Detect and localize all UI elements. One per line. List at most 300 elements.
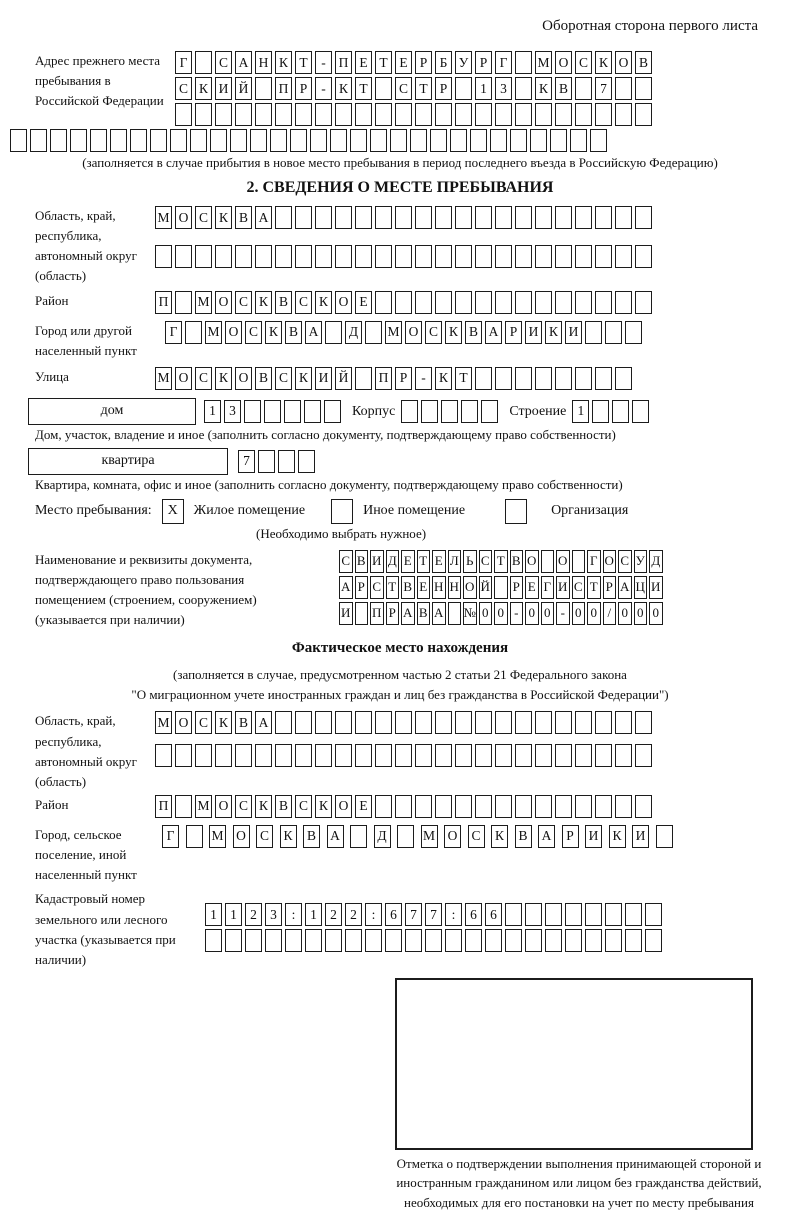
char-box[interactable]: 1 bbox=[225, 903, 242, 926]
char-box[interactable] bbox=[258, 450, 275, 473]
char-box[interactable] bbox=[215, 245, 232, 268]
char-box[interactable] bbox=[575, 77, 592, 100]
char-box[interactable] bbox=[415, 291, 432, 314]
char-box[interactable]: С bbox=[618, 550, 632, 573]
char-box[interactable]: Т bbox=[587, 576, 601, 599]
char-box[interactable] bbox=[495, 795, 512, 818]
char-box[interactable] bbox=[325, 321, 342, 344]
char-box[interactable] bbox=[430, 129, 447, 152]
char-box[interactable] bbox=[605, 903, 622, 926]
char-box[interactable] bbox=[415, 711, 432, 734]
char-box[interactable] bbox=[110, 129, 127, 152]
char-box[interactable] bbox=[375, 206, 392, 229]
char-box[interactable] bbox=[210, 129, 227, 152]
char-box[interactable]: В bbox=[303, 825, 320, 848]
char-box[interactable]: Е bbox=[417, 576, 431, 599]
char-box[interactable]: 7 bbox=[425, 903, 442, 926]
char-box[interactable]: О bbox=[444, 825, 461, 848]
char-box[interactable]: М bbox=[155, 367, 172, 390]
char-box[interactable]: С bbox=[256, 825, 273, 848]
char-box[interactable]: К bbox=[609, 825, 626, 848]
char-box[interactable] bbox=[375, 744, 392, 767]
char-box[interactable] bbox=[635, 795, 652, 818]
char-box[interactable]: Р bbox=[475, 51, 492, 74]
char-box[interactable] bbox=[90, 129, 107, 152]
char-box[interactable]: В bbox=[235, 711, 252, 734]
char-box[interactable] bbox=[575, 795, 592, 818]
char-box[interactable]: Д bbox=[649, 550, 663, 573]
char-box[interactable] bbox=[295, 245, 312, 268]
char-box[interactable] bbox=[635, 744, 652, 767]
char-box[interactable]: О bbox=[215, 795, 232, 818]
char-box[interactable] bbox=[495, 744, 512, 767]
char-box[interactable] bbox=[335, 245, 352, 268]
char-box[interactable]: А bbox=[618, 576, 632, 599]
char-box[interactable] bbox=[315, 206, 332, 229]
char-box[interactable] bbox=[450, 129, 467, 152]
char-box[interactable] bbox=[515, 291, 532, 314]
char-box[interactable] bbox=[415, 795, 432, 818]
char-box[interactable] bbox=[545, 929, 562, 952]
char-box[interactable] bbox=[298, 450, 315, 473]
char-box[interactable]: И bbox=[649, 576, 663, 599]
char-box[interactable] bbox=[555, 103, 572, 126]
char-box[interactable] bbox=[170, 129, 187, 152]
char-box[interactable] bbox=[401, 400, 418, 423]
char-box[interactable]: Г bbox=[541, 576, 555, 599]
char-box[interactable]: О bbox=[175, 367, 192, 390]
char-box[interactable] bbox=[355, 367, 372, 390]
char-box[interactable] bbox=[175, 103, 192, 126]
char-box[interactable] bbox=[375, 77, 392, 100]
char-box[interactable] bbox=[595, 245, 612, 268]
char-box[interactable]: Й bbox=[235, 77, 252, 100]
char-box[interactable]: А bbox=[305, 321, 322, 344]
char-box[interactable]: 0 bbox=[479, 602, 493, 625]
char-box[interactable] bbox=[475, 245, 492, 268]
char-box[interactable]: С bbox=[215, 51, 232, 74]
char-box[interactable] bbox=[155, 744, 172, 767]
char-box[interactable]: 2 bbox=[325, 903, 342, 926]
char-box[interactable]: Й bbox=[479, 576, 493, 599]
char-box[interactable] bbox=[304, 400, 321, 423]
char-box[interactable]: С bbox=[235, 291, 252, 314]
char-box[interactable] bbox=[375, 711, 392, 734]
char-box[interactable] bbox=[295, 711, 312, 734]
char-box[interactable]: А bbox=[255, 711, 272, 734]
char-box[interactable]: К bbox=[491, 825, 508, 848]
char-box[interactable] bbox=[355, 602, 369, 625]
char-box[interactable] bbox=[410, 129, 427, 152]
char-box[interactable] bbox=[575, 744, 592, 767]
char-box[interactable] bbox=[375, 291, 392, 314]
char-box[interactable]: Р bbox=[435, 77, 452, 100]
char-box[interactable] bbox=[395, 744, 412, 767]
char-box[interactable] bbox=[625, 929, 642, 952]
char-box[interactable]: К bbox=[335, 77, 352, 100]
char-box[interactable] bbox=[330, 129, 347, 152]
char-box[interactable] bbox=[275, 103, 292, 126]
char-box[interactable] bbox=[592, 400, 609, 423]
char-box[interactable] bbox=[448, 602, 462, 625]
char-box[interactable] bbox=[315, 103, 332, 126]
char-box[interactable] bbox=[355, 711, 372, 734]
char-box[interactable] bbox=[415, 744, 432, 767]
char-box[interactable]: С bbox=[395, 77, 412, 100]
char-box[interactable] bbox=[535, 744, 552, 767]
char-box[interactable] bbox=[415, 245, 432, 268]
char-box[interactable] bbox=[585, 321, 602, 344]
char-box[interactable] bbox=[515, 51, 532, 74]
char-box[interactable]: Т bbox=[417, 550, 431, 573]
char-box[interactable] bbox=[435, 206, 452, 229]
char-box[interactable]: К bbox=[535, 77, 552, 100]
char-box[interactable]: С bbox=[572, 576, 586, 599]
char-box[interactable] bbox=[315, 245, 332, 268]
char-box[interactable]: О bbox=[525, 550, 539, 573]
char-box[interactable]: К bbox=[275, 51, 292, 74]
char-box[interactable] bbox=[350, 129, 367, 152]
char-box[interactable]: Е bbox=[525, 576, 539, 599]
char-box[interactable] bbox=[455, 245, 472, 268]
char-box[interactable]: Н bbox=[255, 51, 272, 74]
char-box[interactable] bbox=[397, 825, 414, 848]
char-box[interactable] bbox=[435, 795, 452, 818]
char-box[interactable] bbox=[605, 321, 622, 344]
char-box[interactable] bbox=[525, 903, 542, 926]
char-box[interactable] bbox=[535, 711, 552, 734]
char-box[interactable] bbox=[510, 129, 527, 152]
char-box[interactable] bbox=[195, 51, 212, 74]
char-box[interactable]: Р bbox=[355, 576, 369, 599]
char-box[interactable]: / bbox=[603, 602, 617, 625]
apartment-type-box[interactable]: квартира bbox=[28, 448, 228, 475]
char-box[interactable]: М bbox=[385, 321, 402, 344]
char-box[interactable]: Ц bbox=[634, 576, 648, 599]
char-box[interactable] bbox=[545, 903, 562, 926]
char-box[interactable]: С bbox=[195, 367, 212, 390]
char-box[interactable] bbox=[350, 825, 367, 848]
char-box[interactable]: В bbox=[401, 576, 415, 599]
char-box[interactable] bbox=[625, 321, 642, 344]
char-box[interactable]: К bbox=[215, 206, 232, 229]
char-box[interactable] bbox=[175, 291, 192, 314]
char-box[interactable] bbox=[475, 711, 492, 734]
char-box[interactable]: В bbox=[510, 550, 524, 573]
char-box[interactable] bbox=[215, 103, 232, 126]
char-box[interactable] bbox=[435, 245, 452, 268]
char-box[interactable]: А bbox=[255, 206, 272, 229]
char-box[interactable] bbox=[150, 129, 167, 152]
char-box[interactable] bbox=[365, 321, 382, 344]
char-box[interactable]: У bbox=[455, 51, 472, 74]
char-box[interactable] bbox=[355, 245, 372, 268]
char-box[interactable]: 1 bbox=[572, 400, 589, 423]
char-box[interactable]: Р bbox=[603, 576, 617, 599]
char-box[interactable]: С bbox=[275, 367, 292, 390]
char-box[interactable] bbox=[515, 795, 532, 818]
char-box[interactable] bbox=[245, 929, 262, 952]
char-box[interactable] bbox=[375, 245, 392, 268]
char-box[interactable]: - bbox=[556, 602, 570, 625]
char-box[interactable]: С bbox=[195, 711, 212, 734]
char-box[interactable] bbox=[335, 206, 352, 229]
char-box[interactable] bbox=[645, 903, 662, 926]
char-box[interactable] bbox=[570, 129, 587, 152]
char-box[interactable] bbox=[365, 929, 382, 952]
char-box[interactable]: А bbox=[432, 602, 446, 625]
char-box[interactable] bbox=[515, 245, 532, 268]
char-box[interactable]: 7 bbox=[595, 77, 612, 100]
char-box[interactable]: 1 bbox=[475, 77, 492, 100]
char-box[interactable]: И bbox=[370, 550, 384, 573]
char-box[interactable]: А bbox=[538, 825, 555, 848]
char-box[interactable]: И bbox=[315, 367, 332, 390]
char-box[interactable] bbox=[275, 711, 292, 734]
char-box[interactable] bbox=[175, 245, 192, 268]
char-box[interactable]: С bbox=[235, 795, 252, 818]
char-box[interactable]: Т bbox=[295, 51, 312, 74]
char-box[interactable]: К bbox=[265, 321, 282, 344]
char-box[interactable]: О bbox=[175, 206, 192, 229]
char-box[interactable]: - bbox=[315, 77, 332, 100]
char-box[interactable]: В bbox=[555, 77, 572, 100]
char-box[interactable] bbox=[264, 400, 281, 423]
char-box[interactable]: О bbox=[335, 795, 352, 818]
char-box[interactable] bbox=[535, 206, 552, 229]
char-box[interactable]: Р bbox=[562, 825, 579, 848]
char-box[interactable] bbox=[275, 245, 292, 268]
char-box[interactable]: А bbox=[235, 51, 252, 74]
house-type-box[interactable]: дом bbox=[28, 398, 196, 425]
char-box[interactable] bbox=[305, 929, 322, 952]
char-box[interactable] bbox=[585, 903, 602, 926]
char-box[interactable]: Е bbox=[432, 550, 446, 573]
char-box[interactable] bbox=[632, 400, 649, 423]
char-box[interactable] bbox=[615, 206, 632, 229]
char-box[interactable]: М bbox=[155, 206, 172, 229]
char-box[interactable] bbox=[615, 711, 632, 734]
char-box[interactable]: Т bbox=[494, 550, 508, 573]
char-box[interactable]: О bbox=[335, 291, 352, 314]
char-box[interactable]: О bbox=[555, 51, 572, 74]
char-box[interactable] bbox=[455, 744, 472, 767]
char-box[interactable] bbox=[615, 245, 632, 268]
char-box[interactable]: П bbox=[275, 77, 292, 100]
char-box[interactable] bbox=[555, 245, 572, 268]
char-box[interactable]: О bbox=[405, 321, 422, 344]
char-box[interactable]: И bbox=[525, 321, 542, 344]
char-box[interactable]: К bbox=[295, 367, 312, 390]
char-box[interactable] bbox=[495, 367, 512, 390]
char-box[interactable]: О bbox=[556, 550, 570, 573]
char-box[interactable] bbox=[275, 744, 292, 767]
char-box[interactable]: 0 bbox=[541, 602, 555, 625]
char-box[interactable]: К bbox=[215, 711, 232, 734]
char-box[interactable] bbox=[612, 400, 629, 423]
char-box[interactable]: И bbox=[339, 602, 353, 625]
char-box[interactable] bbox=[530, 129, 547, 152]
char-box[interactable] bbox=[175, 744, 192, 767]
char-box[interactable]: Н bbox=[448, 576, 462, 599]
char-box[interactable]: Л bbox=[448, 550, 462, 573]
char-box[interactable]: В bbox=[635, 51, 652, 74]
char-box[interactable] bbox=[355, 744, 372, 767]
char-box[interactable]: Г bbox=[175, 51, 192, 74]
char-box[interactable]: В bbox=[235, 206, 252, 229]
char-box[interactable] bbox=[435, 103, 452, 126]
char-box[interactable] bbox=[30, 129, 47, 152]
char-box[interactable] bbox=[656, 825, 673, 848]
char-box[interactable]: В bbox=[355, 550, 369, 573]
char-box[interactable] bbox=[395, 206, 412, 229]
char-box[interactable]: М bbox=[195, 291, 212, 314]
char-box[interactable]: Г bbox=[162, 825, 179, 848]
char-box[interactable] bbox=[390, 129, 407, 152]
char-box[interactable] bbox=[490, 129, 507, 152]
char-box[interactable] bbox=[315, 711, 332, 734]
char-box[interactable]: Г bbox=[587, 550, 601, 573]
char-box[interactable] bbox=[505, 929, 522, 952]
char-box[interactable] bbox=[535, 103, 552, 126]
char-box[interactable]: В bbox=[417, 602, 431, 625]
char-box[interactable]: И bbox=[565, 321, 582, 344]
char-box[interactable] bbox=[195, 744, 212, 767]
char-box[interactable]: М bbox=[421, 825, 438, 848]
char-box[interactable]: К bbox=[315, 291, 332, 314]
char-box[interactable] bbox=[635, 291, 652, 314]
char-box[interactable]: С bbox=[339, 550, 353, 573]
char-box[interactable] bbox=[455, 77, 472, 100]
char-box[interactable] bbox=[595, 103, 612, 126]
char-box[interactable]: Т bbox=[386, 576, 400, 599]
char-box[interactable]: - bbox=[510, 602, 524, 625]
char-box[interactable] bbox=[475, 206, 492, 229]
char-box[interactable] bbox=[555, 744, 572, 767]
char-box[interactable] bbox=[295, 744, 312, 767]
char-box[interactable]: В bbox=[275, 291, 292, 314]
char-box[interactable]: П bbox=[370, 602, 384, 625]
char-box[interactable] bbox=[235, 744, 252, 767]
char-box[interactable] bbox=[475, 367, 492, 390]
char-box[interactable] bbox=[290, 129, 307, 152]
char-box[interactable] bbox=[415, 206, 432, 229]
char-box[interactable]: 6 bbox=[465, 903, 482, 926]
char-box[interactable]: 7 bbox=[405, 903, 422, 926]
char-box[interactable]: Е bbox=[355, 291, 372, 314]
char-box[interactable] bbox=[595, 367, 612, 390]
char-box[interactable]: О bbox=[235, 367, 252, 390]
char-box[interactable] bbox=[535, 367, 552, 390]
char-box[interactable]: Ь bbox=[463, 550, 477, 573]
char-box[interactable]: Т bbox=[415, 77, 432, 100]
checkbox-other-premises[interactable] bbox=[331, 499, 353, 524]
char-box[interactable] bbox=[370, 129, 387, 152]
char-box[interactable]: Г bbox=[495, 51, 512, 74]
char-box[interactable]: 3 bbox=[495, 77, 512, 100]
char-box[interactable]: № bbox=[463, 602, 477, 625]
char-box[interactable]: 1 bbox=[205, 903, 222, 926]
char-box[interactable]: В bbox=[255, 367, 272, 390]
char-box[interactable] bbox=[495, 291, 512, 314]
char-box[interactable]: 0 bbox=[649, 602, 663, 625]
char-box[interactable] bbox=[475, 744, 492, 767]
char-box[interactable] bbox=[278, 450, 295, 473]
char-box[interactable] bbox=[645, 929, 662, 952]
char-box[interactable] bbox=[590, 129, 607, 152]
char-box[interactable]: С bbox=[370, 576, 384, 599]
char-box[interactable] bbox=[345, 929, 362, 952]
char-box[interactable] bbox=[555, 291, 572, 314]
char-box[interactable]: Д bbox=[345, 321, 362, 344]
char-box[interactable]: А bbox=[485, 321, 502, 344]
char-box[interactable]: 6 bbox=[485, 903, 502, 926]
char-box[interactable]: 1 bbox=[204, 400, 221, 423]
char-box[interactable] bbox=[250, 129, 267, 152]
char-box[interactable] bbox=[335, 711, 352, 734]
char-box[interactable] bbox=[555, 206, 572, 229]
char-box[interactable] bbox=[405, 929, 422, 952]
char-box[interactable] bbox=[315, 744, 332, 767]
char-box[interactable] bbox=[235, 245, 252, 268]
char-box[interactable] bbox=[130, 129, 147, 152]
char-box[interactable] bbox=[555, 711, 572, 734]
char-box[interactable] bbox=[295, 103, 312, 126]
char-box[interactable] bbox=[255, 103, 272, 126]
char-box[interactable] bbox=[575, 245, 592, 268]
char-box[interactable] bbox=[485, 929, 502, 952]
char-box[interactable] bbox=[575, 103, 592, 126]
char-box[interactable] bbox=[495, 103, 512, 126]
char-box[interactable]: И bbox=[215, 77, 232, 100]
char-box[interactable]: К bbox=[215, 367, 232, 390]
char-box[interactable] bbox=[190, 129, 207, 152]
char-box[interactable] bbox=[455, 206, 472, 229]
char-box[interactable]: Е bbox=[401, 550, 415, 573]
char-box[interactable] bbox=[515, 711, 532, 734]
char-box[interactable] bbox=[575, 367, 592, 390]
char-box[interactable]: 0 bbox=[525, 602, 539, 625]
char-box[interactable]: Е bbox=[355, 51, 372, 74]
char-box[interactable] bbox=[275, 206, 292, 229]
char-box[interactable]: Д bbox=[386, 550, 400, 573]
char-box[interactable] bbox=[395, 711, 412, 734]
char-box[interactable] bbox=[595, 744, 612, 767]
char-box[interactable] bbox=[595, 206, 612, 229]
char-box[interactable]: О bbox=[175, 711, 192, 734]
char-box[interactable] bbox=[325, 929, 342, 952]
char-box[interactable]: П bbox=[155, 291, 172, 314]
char-box[interactable] bbox=[595, 711, 612, 734]
char-box[interactable] bbox=[255, 744, 272, 767]
char-box[interactable] bbox=[541, 550, 555, 573]
char-box[interactable]: О bbox=[615, 51, 632, 74]
char-box[interactable]: С bbox=[575, 51, 592, 74]
char-box[interactable]: О bbox=[463, 576, 477, 599]
char-box[interactable] bbox=[255, 245, 272, 268]
char-box[interactable]: Д bbox=[374, 825, 391, 848]
char-box[interactable] bbox=[465, 929, 482, 952]
char-box[interactable]: В bbox=[275, 795, 292, 818]
char-box[interactable]: М bbox=[205, 321, 222, 344]
char-box[interactable]: А bbox=[327, 825, 344, 848]
char-box[interactable]: К bbox=[280, 825, 297, 848]
char-box[interactable] bbox=[395, 795, 412, 818]
char-box[interactable]: Т bbox=[355, 77, 372, 100]
char-box[interactable]: : bbox=[445, 903, 462, 926]
char-box[interactable] bbox=[455, 795, 472, 818]
char-box[interactable]: О bbox=[225, 321, 242, 344]
